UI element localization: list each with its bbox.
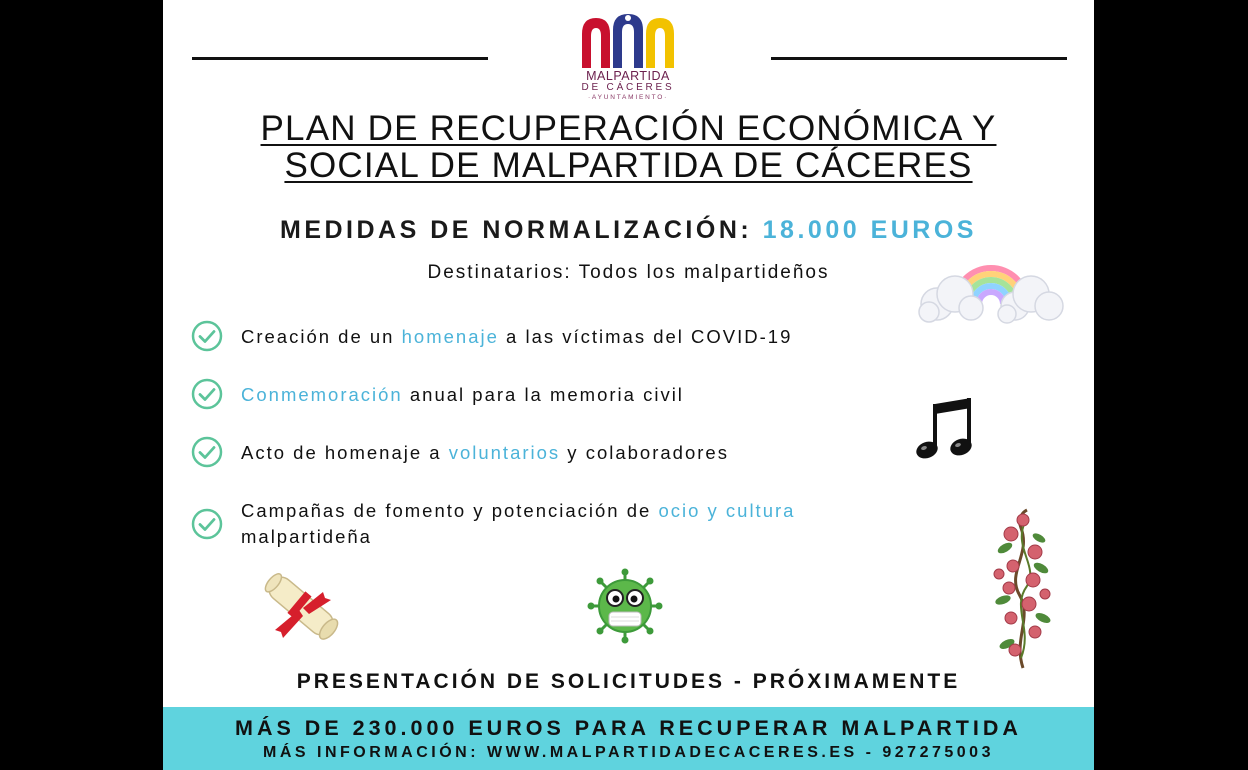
page-title-line1: PLAN DE RECUPERACIÓN ECONÓMICA Y (260, 109, 997, 148)
rainbow-cloud-icon (915, 254, 1065, 326)
flower-vine-icon (983, 508, 1063, 670)
destinatarios-text: Destinatarios: Todos los malpartideños (427, 262, 830, 283)
list-item-text: Creación de un homenaje a las víctimas del COVID-19 (241, 326, 793, 347)
header-rule-right (771, 57, 1067, 60)
list-item-text: Conmemoración anual para la memoria civil (241, 384, 684, 405)
logo-text-ayuntamiento: ·AYUNTAMIENTO· (587, 93, 669, 101)
municipality-logo (573, 12, 683, 110)
music-note-icon (915, 396, 977, 462)
footer-contact: MÁS INFORMACIÓN: WWW.MALPARTIDADECACERES.ES - 927275003 (263, 744, 994, 761)
arches-logo-icon (578, 12, 678, 68)
footer-banner (163, 707, 1094, 770)
page-title-line2: SOCIAL DE MALPARTIDA DE CÁCERES (284, 146, 973, 185)
medidas-label: MEDIDAS DE NORMALIZACIÓN: (280, 216, 763, 244)
medidas-heading (163, 216, 1094, 245)
check-circle-icon (191, 436, 223, 468)
virus-mask-icon (587, 568, 663, 644)
poster (163, 0, 1094, 770)
presentacion-notice: PRESENTACIÓN DE SOLICITUDES - PRÓXIMAMENTE (296, 670, 961, 693)
logo-text-malpartida: MALPARTIDA (586, 69, 670, 83)
footer-headline: MÁS DE 230.000 EUROS PARA RECUPERAR MALPARTIDA (235, 716, 1022, 740)
list-item-text: Acto de homenaje a voluntarios y colaboradores (241, 442, 729, 463)
medidas-amount: 18.000 EUROS (762, 216, 977, 244)
check-circle-icon (191, 378, 223, 410)
logo-text-caceres: DE CÁCERES (581, 81, 675, 93)
diploma-scroll-icon (253, 558, 349, 654)
header-rule-left (192, 57, 488, 60)
check-circle-icon (191, 320, 223, 352)
check-circle-icon (191, 508, 223, 540)
list-item-text: Campañas de fomento y potenciación de ocio y cultura malpartideña (241, 500, 796, 547)
